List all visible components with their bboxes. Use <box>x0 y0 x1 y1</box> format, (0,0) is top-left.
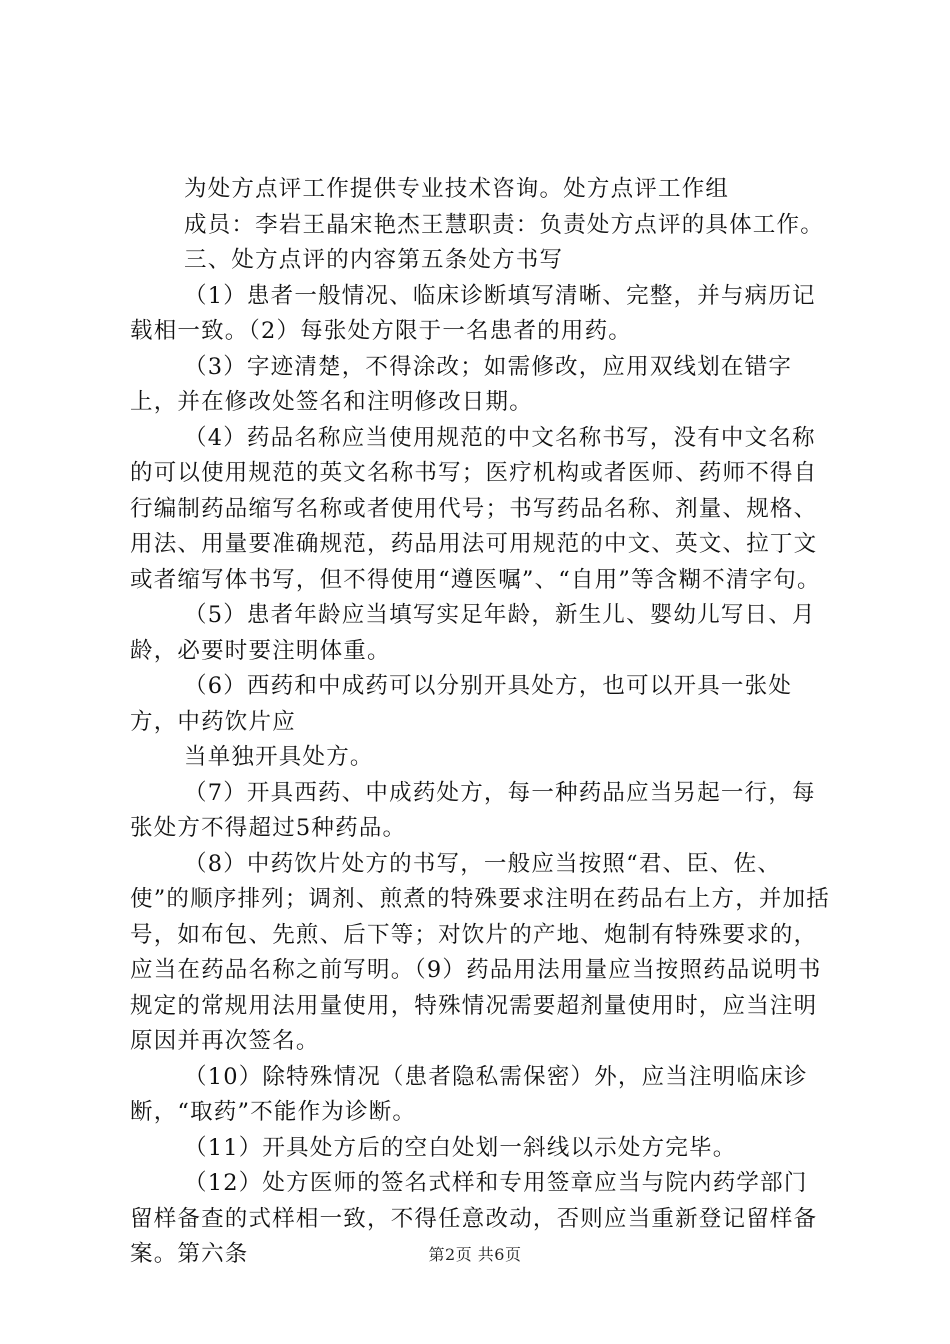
paragraph-item-3: （3）字迹清楚，不得涂改；如需修改，应用双线划在错字上，并在修改处签名和注明修改日期。 <box>130 353 793 415</box>
paragraph-item-4: （4）药品名称应当使用规范的中文名称书写，没有中文名称的可以使用规范的英文名称书写；医疗机构或者医师、药师不得自行编制药品缩写名称或者使用代号；书写药品名称、剂量、规格、用法、用量要准确规范，药品用法可用规范的中文、英文、拉丁文或者缩写体书写，但不得使用“遵医嘱”、“自用”等含糊不清字句。 <box>130 424 821 593</box>
document-body <box>130 172 830 1273</box>
paragraph-consult: 为处方点评工作提供专业技术咨询。处方点评工作组 <box>184 176 730 202</box>
paragraph-item-11: （11）开具处方后的空白处划一斜线以示处方完毕。 <box>184 1134 737 1161</box>
paragraph-item-7: （7）开具西药、中成药处方，每一种药品应当另起一行，每张处方不得超过5种药品。 <box>130 779 816 841</box>
paragraph-item-8: （8）中药饮片处方的书写，一般应当按照“君、臣、佐、使”的顺序排列；调剂、煎煮的特殊要求注明在药品右上方，并加括号，如布包、先煎、后下等；对饮片的产地、炮制有特殊要求的，应当在药品名称之前写明。（9）药品用法用量应当按照药品说明书规定的常规用法用量使用，特殊情况需要超剂量使用时，应当注明原因并再次签名。 <box>130 850 831 1054</box>
page-number-footer: 第2页 共6页 <box>428 1245 522 1264</box>
paragraph-item-10: （10）除特殊情况（患者隐私需保密）外，应当注明临床诊断，“取药”不能作为诊断。 <box>130 1063 808 1125</box>
paragraph-item-6-continued: 当单独开具处方。 <box>184 744 374 770</box>
paragraph-item-12: （12）处方医师的签名式样和专用签章应当与院内药学部门留样备查的式样相一致，不得任意改动，否则应当重新登记留样备案。第六条 <box>130 1170 818 1267</box>
paragraph-item-5: （5）患者年龄应当填写实足年龄，新生儿、婴幼儿写日、月龄，必要时要注明体重。 <box>130 602 816 664</box>
paragraph-item-6: （6）西药和中成药可以分别开具处方，也可以开具一张处方，中药饮片应 <box>130 673 793 735</box>
paragraph-item-1: （1）患者一般情况、临床诊断填写清晰、完整，并与病历记载相一致。（2）每张处方限于一名患者的用药。 <box>130 282 816 344</box>
paragraph-members: 成员：李岩王晶宋艳杰王慧职责：负责处方点评的具体工作。 <box>184 211 824 238</box>
section-heading-content: 三、处方点评的内容第五条处方书写 <box>184 247 564 273</box>
